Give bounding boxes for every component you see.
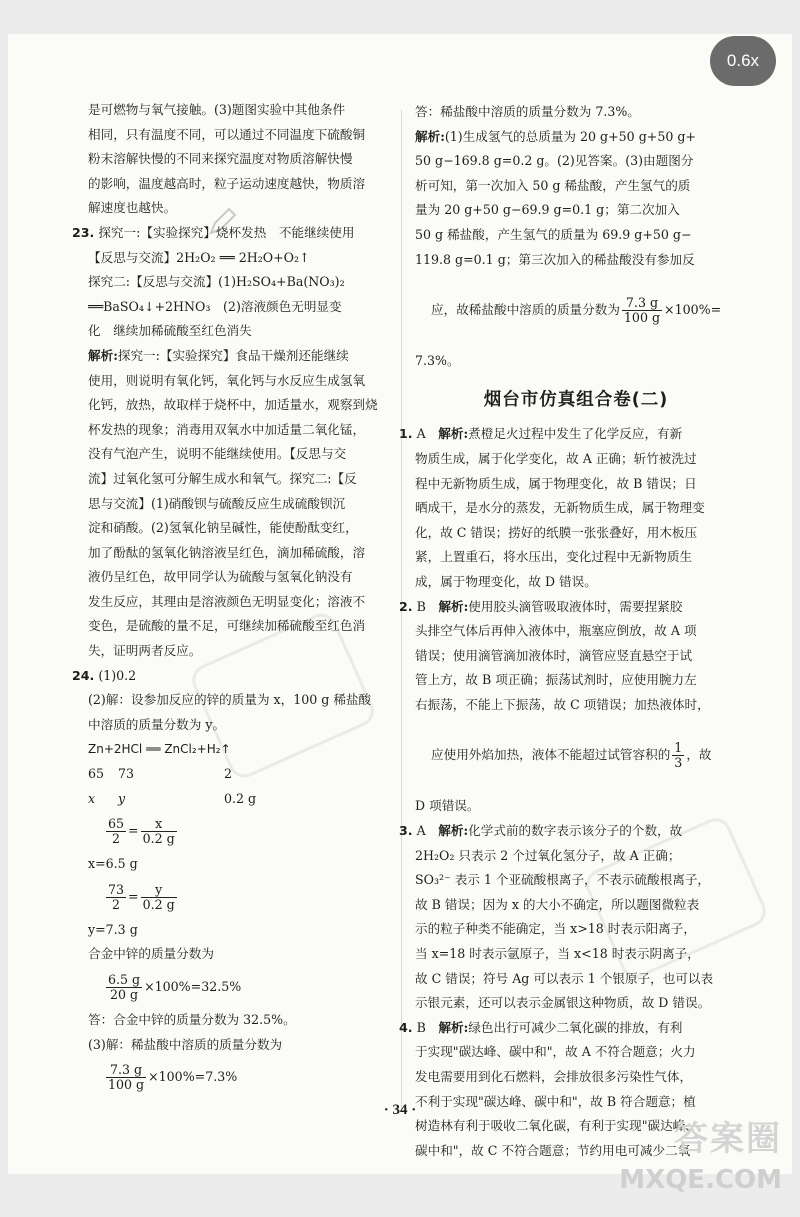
analysis-label: 解析: <box>415 128 445 144</box>
q23-analysis-line: 化钙，放热，故取样于烧杯中，加适量水，观察到烧 <box>88 397 378 413</box>
q23-analysis-line: 液仍呈红色，故甲同学认为硫酸与氢氧化钠没有 <box>88 569 353 585</box>
zoom-level-badge[interactable]: 0.6x <box>710 36 776 86</box>
q3-line: 示的粒子种类不能确定，当 x>18 时表示阳离子， <box>415 921 696 937</box>
intro-line: 解速度也越快。 <box>88 200 177 216</box>
q1-line: 1. A 解析:煮橙足火过程中发生了化学反应，有新 <box>399 426 683 442</box>
q3-line: 2H₂O₂ 只表示 2 个过氧化氢分子，故 A 正确； <box>415 847 681 863</box>
q3-line: SO₃²⁻ 表示 1 个亚硫酸根离子，不表示硫酸根离子， <box>415 872 710 888</box>
q23-analysis-line: 使用，则说明有氧化钙，氧化钙与水反应生成氢氧 <box>88 372 366 388</box>
q23-line: 化 继续加稀硫酸至红色消失 <box>88 323 252 339</box>
analysis-line: 50 g 稀盐酸，产生氢气的质量为 69.9 g+50 g− <box>415 226 692 242</box>
q23-line: 23. 探究一:【实验探究】烧杯发热 不能继续使用 <box>72 224 355 240</box>
q24-fraction-y: $\frac{73}{2}$ = $\frac{y}{0.2 g}$ <box>108 881 175 912</box>
q23-analysis-line: 解析:探究一:【实验探究】食品干燥剂还能继续 <box>88 347 349 363</box>
q3-line: 故 C 错误；符号 Ag 可以表示 1 个银原子，也可以表 <box>415 970 714 986</box>
intro-line: 是可燃物与氧气接触。(3)题图实验中其他条件 <box>88 102 346 117</box>
q2-fraction-line: 应使用外焰加热，液体不能超过试管容积的 $\frac{1}{3}$ ，故 <box>431 740 712 771</box>
q3-line: 示银元素，还可以表示金属银这种物质，故 D 错误。 <box>415 995 711 1011</box>
q1-line: 程中无新物质生成，属于物理变化，故 B 错误；日 <box>415 475 697 491</box>
q24-hcl-fraction: $\frac{7.3 g}{100 g}$ ×100%=7.3% <box>108 1062 238 1093</box>
q23-analysis-line: 加了酚酞的氢氧化钠溶液呈红色，滴加稀硫酸，溶 <box>88 544 366 560</box>
q24-number: 24. <box>72 667 95 683</box>
answer-top: 答：稀盐酸中溶质的质量分数为 7.3%。 <box>415 104 640 119</box>
q3-line: 当 x=18 时表示氩原子，当 x<18 时表示阴离子， <box>415 946 700 962</box>
q24-fraction-x: $\frac{65}{2}$ = $\frac{x}{0.2 g}$ <box>108 816 175 847</box>
q2-line: 2. B 解析:使用胶头滴管吸取液体时，需要捏紧胶 <box>399 598 683 614</box>
q24-part2-line: (2)解：设参加反应的锌的质量为 x，100 g 稀盐酸 <box>88 692 372 708</box>
intro-line: 粉末溶解快慢的不同来探究温度对物质溶解快慢 <box>88 151 353 167</box>
q4-line: 4. B 解析:绿色出行可减少二氧化碳的排放，有利 <box>399 1019 683 1035</box>
q1-line: 紧，上置重石，将水压出，变化过程中无新物质生 <box>415 549 693 565</box>
q2-line: 头排空气体后再伸入液体中，瓶塞应倒放，故 A 项 <box>415 623 697 639</box>
q4-line: 发电需要用到化石燃料，会排放很多污染性气体， <box>415 1069 693 1084</box>
q24-y-result: y=7.3 g <box>88 921 138 937</box>
q23-analysis-line: 流】过氧化氢可分解生成水和氧气。探究二:【反 <box>88 470 357 486</box>
q24-part3: (3)解：稀盐酸中溶质的质量分数为 <box>88 1036 283 1052</box>
section-title: 烟台市仿真组合卷(二) <box>483 389 669 410</box>
q23-analysis-line: 没有气泡产生，说明不能继续使用。【反思与交 <box>88 446 347 462</box>
q23-line: 探究二:【反思与交流】(1)H₂SO₄+Ba(NO₃)₂ <box>88 274 345 290</box>
analysis-line: 119.8 g=0.1 g；第三次加入的稀盐酸没有参加反 <box>415 251 695 267</box>
q23-analysis-line: 淀和硝酸。(2)氢氧化钠呈碱性，能使酚酞变红， <box>88 520 358 536</box>
q24-equation: Zn+2HCl ══ ZnCl₂+H₂↑ <box>88 742 231 757</box>
q4-line: 不利于实现"碳达峰、碳中和"，故 B 符合题意；植 <box>415 1093 696 1109</box>
left-column <box>72 98 396 1098</box>
q3-line: 3. A 解析:化学式前的数字表示该分子的个数，故 <box>399 823 683 839</box>
q24-mass-row: 65 73 2 <box>88 766 233 782</box>
q23-analysis-line: 思与交流】(1)硝酸钡与硫酸反应生成硫酸钡沉 <box>88 495 346 511</box>
q1-line: 晒成干，是水分的蒸发，无新物质生成，属于物理变 <box>415 500 705 516</box>
q4-line: 碳中和"，故 C 不符合题意；节约用电可减少二氧 <box>415 1142 691 1158</box>
q23-analysis-line: 失，证明两者反应。 <box>88 643 202 659</box>
q23-line: ══BaSO₄↓+2HNO₃ (2)溶液颜色无明显变 <box>88 298 342 314</box>
q23-analysis-line: 杯发热的现象；消毒用双氧水中加适量二氧化锰， <box>88 421 366 437</box>
q2-line: 右振荡，不能上下振荡，故 C 项错误；加热液体时， <box>415 696 710 712</box>
intro-line: 相同，只有温度不同，可以通过不同温度下硫酸铜 <box>88 126 366 142</box>
q2-line: D 项错误。 <box>415 798 480 814</box>
q2-line: 管上方，故 B 项正确；振荡试剂时，应使用腕力左 <box>415 672 697 688</box>
q23-number: 23. <box>72 224 95 240</box>
q24-unknown-row: x y 0.2 g <box>88 790 257 806</box>
q24-zinc-fraction: $\frac{6.5 g}{20 g}$ ×100%=32.5% <box>108 972 242 1002</box>
q4-line: 于实现"碳达峰、碳中和"，故 A 不符合题意；火力 <box>415 1044 696 1060</box>
q23-analysis-line: 变色，是硫酸的量不足，可继续加稀硫酸至红色消 <box>88 618 366 634</box>
q24-zinc-label: 合金中锌的质量分数为 <box>88 946 214 962</box>
q3-line: 故 B 错误；因为 x 的大小不确定，所以题图微粒表 <box>415 896 700 912</box>
page-number: · 34 · <box>383 1102 417 1118</box>
q1-line: 化，故 C 错误；捞好的纸膜一张张叠好，用木板压 <box>415 524 698 540</box>
analysis-line: 50 g−169.8 g=0.2 g。(2)见答案。(3)由题图分 <box>415 153 694 169</box>
analysis-line: 析可知，第一次加入 50 g 稀盐酸，产生氢气的质 <box>415 177 691 193</box>
q1-line: 物质生成，属于化学变化，故 A 正确；斩竹被洗过 <box>415 450 697 466</box>
analysis-result: 7.3%。 <box>415 353 460 369</box>
analysis-line: 解析:(1)生成氢气的总质量为 20 g+50 g+50 g+ <box>415 128 696 144</box>
q24-part2-line: 中溶质的质量分数为 y。 <box>88 716 226 732</box>
q24-part1: 24. (1)0.2 <box>72 667 137 683</box>
analysis-line: 量为 20 g+50 g−69.9 g=0.1 g；第二次加入 <box>415 202 680 218</box>
q2-line: 错误；使用滴管滴加液体时，滴管应竖直悬空于试 <box>415 647 693 663</box>
watermark-url: MXQE.COM <box>619 1165 782 1195</box>
watermark <box>612 1116 782 1212</box>
q23-analysis-line: 发生反应，其理由是溶液颜色无明显变化；溶液不 <box>88 593 366 609</box>
q24-x-result: x=6.5 g <box>88 856 138 872</box>
intro-line: 的影响，温度越高时，粒子运动速度越快，物质溶 <box>88 175 366 191</box>
analysis-fraction-line: 应，故稀盐酸中溶质的质量分数为 $\frac{7.3 g}{100 g}$ ×100%= <box>431 295 722 326</box>
q24-answer1: 答：合金中锌的质量分数为 32.5%。 <box>88 1012 296 1027</box>
q4-line: 树造林有利于吸收二氧化碳，有利于实现"碳达峰、 <box>415 1118 698 1134</box>
watermark-text: 答案圈 <box>674 1119 782 1159</box>
q1-line: 成，属于物理变化，故 D 错误。 <box>415 573 597 589</box>
analysis-label: 解析: <box>88 347 118 363</box>
q23-line: 【反思与交流】2H₂O₂ ══ 2H₂O+O₂↑ <box>88 249 310 265</box>
